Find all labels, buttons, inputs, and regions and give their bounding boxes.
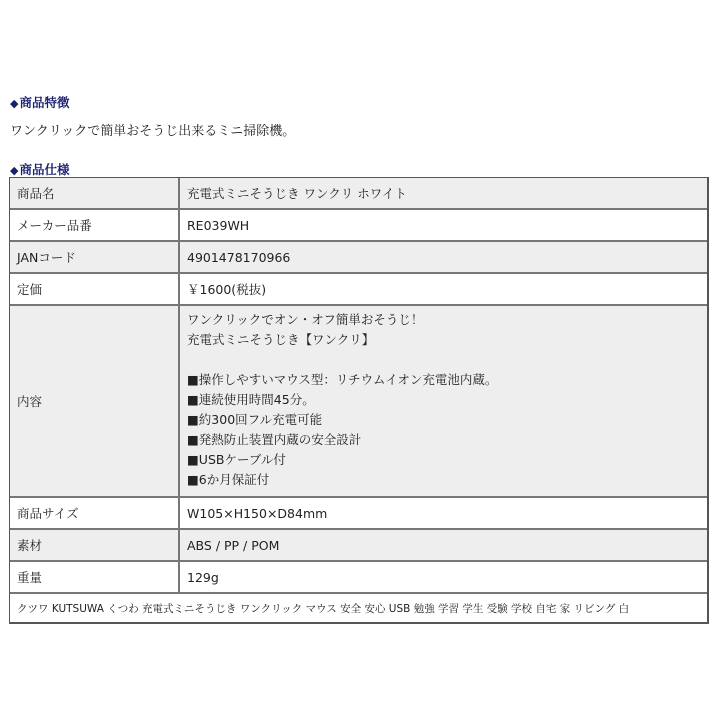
spec-label: 商品名 [10,178,180,210]
specs-heading [10,160,69,178]
spec-value: 充電式ミニそうじき ワンクリ ホワイト [180,178,707,210]
features-description: ワンクリックで簡単おそうじ出来るミニ掃除機。 [10,124,296,139]
spec-value [180,306,707,498]
features-heading-text: 商品特徴 [19,95,70,110]
spec-label: 定価 [10,274,180,306]
features-heading [10,93,69,111]
spec-label: JANコード [10,242,180,274]
spec-label: 素材 [10,530,180,562]
spec-row-size [10,498,707,530]
spec-row-product-name [10,178,707,210]
spec-table [9,177,709,624]
content-bullet: ■6か月保証付 [187,472,270,487]
diamond-icon: ◆ [10,97,19,110]
spec-row-keywords [10,594,707,622]
specs-heading-text: 商品仕様 [19,162,70,177]
spec-value: 129g [180,562,707,594]
spec-row-maker-number [10,210,707,242]
content-bullet: ■発熱防止装置内蔵の安全設計 [187,432,362,447]
keywords-text: クツワ KUTSUWA くつわ 充電式ミニそうじき ワンクリック マウス 安全 安心 USB 勉強 学習 学生 受験 学校 自宅 家 リビング 白 [10,594,707,622]
content-bullet: ■連続使用時間45分。 [187,392,315,407]
spec-row-material [10,530,707,562]
spec-value: RE039WH [180,210,707,242]
spec-row-weight [10,562,707,594]
spec-label: 商品サイズ [10,498,180,530]
content-bullet: ■操作しやすいマウス型：リチウムイオン充電池内蔵。 [187,372,498,387]
diamond-icon: ◆ [10,164,19,177]
content-line: 充電式ミニそうじき【ワンクリ】 [187,332,375,347]
content-line [187,350,700,370]
spec-label: 重量 [10,562,180,594]
spec-label: 内容 [10,306,180,498]
spec-value: ￥1600(税抜) [180,274,707,306]
spec-row-contents [10,306,707,498]
spec-row-price [10,274,707,306]
spec-value: W105×H150×D84mm [180,498,707,530]
content-line: ワンクリックでオン・オフ簡単おそうじ！ [187,312,424,327]
content-bullet: ■約300回フル充電可能 [187,412,323,427]
spec-row-jan-code [10,242,707,274]
spec-value: ABS / PP / POM [180,530,707,562]
spec-value: 4901478170966 [180,242,707,274]
spec-label: メーカー品番 [10,210,180,242]
content-bullet: ■USBケーブル付 [187,452,286,467]
